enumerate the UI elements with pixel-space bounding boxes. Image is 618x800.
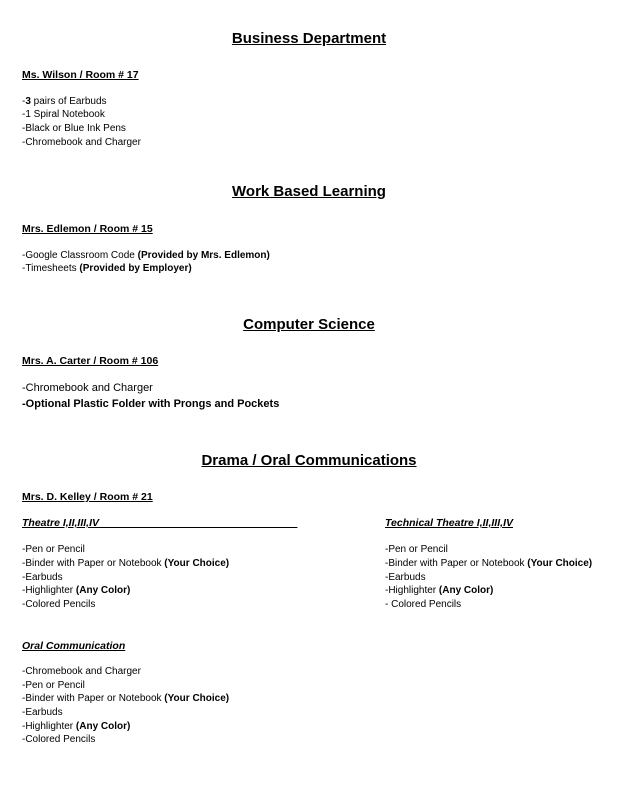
- wbl-heading: Work Based Learning: [232, 183, 386, 200]
- cs-item: -Optional Plastic Folder with Prongs and Pockets: [22, 398, 280, 410]
- drama-teacher: Mrs. D. Kelley / Room # 21: [22, 491, 153, 503]
- oral-item: -Earbuds: [22, 707, 63, 718]
- theatre-item: -Earbuds: [22, 572, 63, 583]
- theatre-item: -Pen or Pencil: [22, 544, 85, 555]
- technical-item: -Pen or Pencil: [385, 544, 448, 555]
- cs-teacher: Mrs. A. Carter / Room # 106: [22, 355, 159, 367]
- oral-item: -Pen or Pencil: [22, 680, 85, 691]
- wbl-item: -Timesheets (Provided by Employer): [22, 263, 192, 274]
- business-item: -1 Spiral Notebook: [22, 109, 105, 120]
- theatre-item: -Colored Pencils: [22, 599, 96, 610]
- technical-item: - Colored Pencils: [385, 599, 462, 610]
- cs-item: -Chromebook and Charger: [22, 382, 153, 394]
- business-item: -3 pairs of Earbuds: [22, 96, 107, 107]
- business-teacher: Ms. Wilson / Room # 17: [22, 69, 139, 81]
- theatre-item: -Highlighter (Any Color): [22, 585, 131, 596]
- theatre-item: -Binder with Paper or Notebook (Your Choice): [22, 558, 230, 569]
- theatre-title: Theatre I,II,III,IV: [22, 517, 100, 529]
- business-item: -Chromebook and Charger: [22, 137, 141, 148]
- oral-item: -Binder with Paper or Notebook (Your Choice): [22, 693, 230, 704]
- wbl-teacher: Mrs. Edlemon / Room # 15: [22, 223, 153, 235]
- oral-item: -Colored Pencils: [22, 734, 96, 745]
- technical-item: -Binder with Paper or Notebook (Your Choice): [385, 558, 593, 569]
- business-item: -Black or Blue Ink Pens: [22, 123, 126, 134]
- oral-item: -Highlighter (Any Color): [22, 721, 131, 732]
- cs-heading: Computer Science: [243, 316, 375, 333]
- oral-title: Oral Communication: [22, 640, 126, 652]
- wbl-item: -Google Classroom Code (Provided by Mrs. Edlemon): [22, 250, 270, 261]
- business-heading: Business Department: [231, 30, 387, 47]
- technical-item: -Highlighter (Any Color): [385, 585, 494, 596]
- technical-item: -Earbuds: [385, 572, 426, 583]
- drama-heading: Drama / Oral Communications: [201, 452, 417, 469]
- oral-item: -Chromebook and Charger: [22, 666, 141, 677]
- technical-title: Technical Theatre I,II,III,IV: [385, 517, 513, 529]
